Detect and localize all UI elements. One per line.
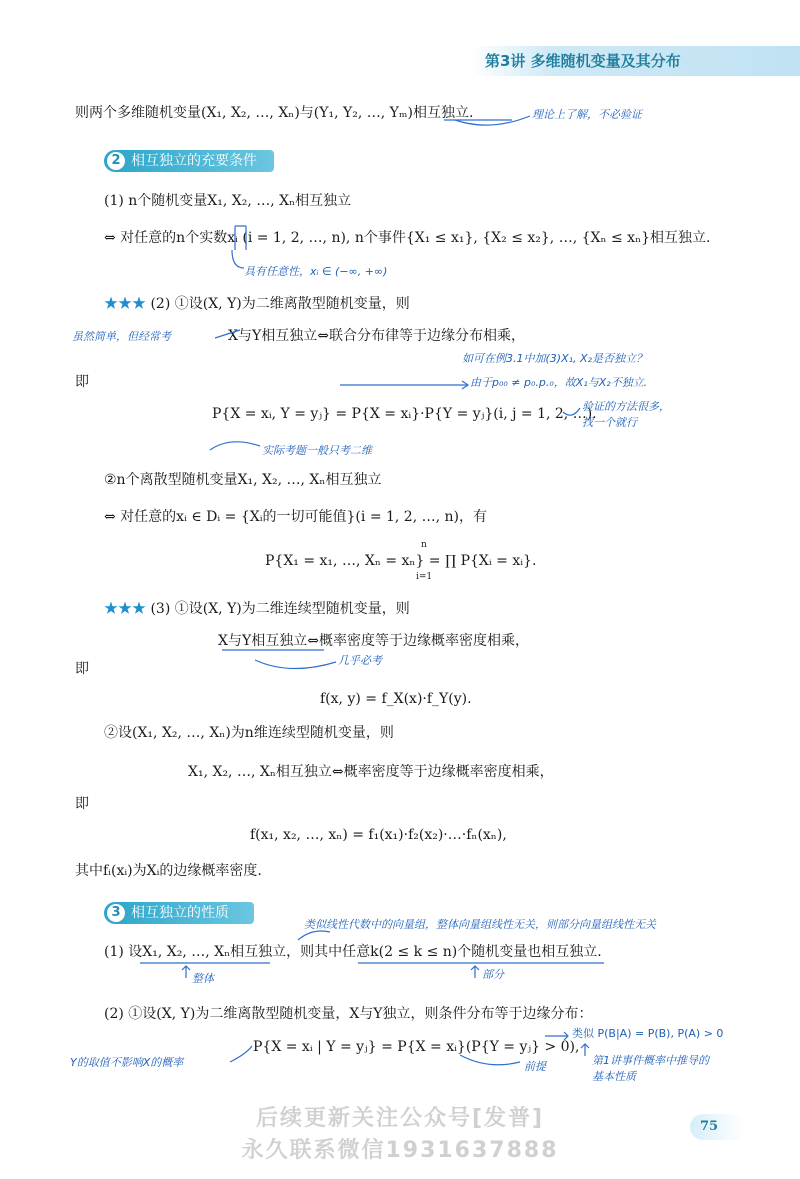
page-number: 75 (690, 1114, 744, 1140)
prod-lower-limit: i=1 (416, 572, 433, 582)
section-3-heading (104, 902, 254, 924)
margin-note: 几乎必考 (338, 654, 382, 667)
text-line-13: 即 (75, 661, 89, 677)
text-line-12: X与Y相互独立⇔概率密度等于边缘概率密度相乘， (218, 633, 529, 649)
margin-note: Y的取值不影响X的概率 (70, 1056, 184, 1069)
watermark-line-2: 永久联系微信1931637888 (241, 1138, 559, 1163)
text-line-9: ⇔ 对任意的xᵢ ∈ Dᵢ = {Xᵢ的一切可能值}(i = 1, 2, …, n)，有 (104, 509, 487, 525)
margin-note: 部分 (482, 968, 504, 981)
margin-note: 第1讲事件概率中推导的 (592, 1054, 709, 1067)
text-line-16: X₁, X₂, …, Xₙ相互独立⇔概率密度等于边缘概率密度相乘， (188, 764, 554, 780)
margin-note: 类似 P(B|A) = P(B), P(A) > 0 (572, 1027, 724, 1040)
margin-note: 类似线性代数中的向量组，整体向量组线性无关，则部分向量组线性无关 (304, 918, 656, 931)
margin-note: 具有任意性，xᵢ ∈ (−∞, +∞) (244, 265, 388, 278)
margin-note: 基本性质 (592, 1070, 636, 1083)
text-line-20: (1) 设X₁, X₂, …, Xₙ相互独立，则其中任意k(2 ≤ k ≤ n)个随机变量也相互独立. (104, 944, 602, 960)
margin-note: 验证的方法很多， (582, 400, 670, 413)
text-line-8: ②n个离散型随机变量X₁, X₂, …, Xₙ相互独立 (104, 472, 382, 488)
formula-product (265, 552, 536, 570)
formula-continuous-nd: f(x₁, x₂, …, xₙ) = f₁(x₁)·f₂(x₂)·…·fₙ(xₙ), (250, 827, 507, 843)
section-number: 3 (107, 904, 125, 922)
formula-product-text: P{X₁ = x₁, …, Xₙ = xₙ} = ∏ P{Xᵢ = xᵢ}. (265, 553, 537, 569)
margin-note: 前提 (524, 1060, 546, 1073)
text-line-2: (1) n个随机变量X₁, X₂, …, Xₙ相互独立 (104, 193, 352, 209)
text-line-3: ⇔ 对任意的n个实数xᵢ (i = 1, 2, …, n), n个事件{X₁ ≤ x₁}, {X₂ ≤ x₂}, …, {Xₙ ≤ xₙ}相互独立. (104, 230, 711, 246)
watermark-line-1: 后续更新关注公众号[发普] (255, 1106, 545, 1131)
margin-note: 如可在例3.1中加(3)X₁, X₂是否独立？ (462, 352, 647, 365)
margin-note: 实际考题一般只考二维 (262, 444, 372, 457)
star-rating: ★★★ (104, 296, 146, 312)
text-line-1: 则两个多维随机变量(X₁, X₂, …, Xₙ)与(Y₁, Y₂, …, Yₘ)相互独立. (75, 105, 474, 121)
formula-discrete-independence: P{X = xᵢ, Y = yⱼ} = P{X = xᵢ}·P{Y = yⱼ}(i, j = 1, 2, …). (212, 406, 597, 422)
margin-note: 虽然简单，但经常考 (72, 330, 171, 343)
formula-conditional: P{X = xᵢ | Y = yⱼ} = P{X = xᵢ}(P{Y = yⱼ} > 0), (253, 1039, 580, 1055)
formula-continuous-2d: f(x, y) = f_X(x)·f_Y(y). (320, 691, 472, 707)
margin-note: 理论上了解，不必验证 (532, 108, 642, 121)
text-line-11-body: (3) ①设(X, Y)为二维连续型随机变量，则 (150, 601, 410, 617)
star-rating: ★★★ (104, 601, 146, 617)
text-line-11 (104, 600, 410, 618)
margin-note: 整体 (192, 972, 214, 985)
section-title: 相互独立的充要条件 (131, 153, 257, 169)
chapter-title: 第3讲 多维随机变量及其分布 (485, 52, 681, 70)
margin-note: 找一个就行 (582, 416, 637, 429)
section-title: 相互独立的性质 (131, 905, 229, 921)
text-line-6: 即 (75, 374, 89, 390)
text-line-15: ②设(X₁, X₂, …, Xₙ)为n维连续型随机变量，则 (104, 725, 394, 741)
section-number: 2 (107, 152, 125, 170)
text-line-17: 即 (75, 796, 89, 812)
text-line-4-body: (2) ①设(X, Y)为二维离散型随机变量，则 (150, 296, 410, 312)
text-line-19: 其中fᵢ(xᵢ)为Xᵢ的边缘概率密度. (75, 863, 262, 879)
text-line-4 (104, 295, 410, 313)
prod-upper-limit: n (421, 540, 427, 550)
text-line-21: (2) ①设(X, Y)为二维离散型随机变量，X与Y独立，则条件分布等于边缘分布： (104, 1006, 593, 1022)
margin-note: 由于p₀₀ ≠ p₀.p.₀，故X₁与X₂不独立. (470, 376, 648, 389)
section-2-heading (104, 150, 274, 172)
text-line-5: X与Y相互独立⇔联合分布律等于边缘分布相乘， (228, 328, 525, 344)
